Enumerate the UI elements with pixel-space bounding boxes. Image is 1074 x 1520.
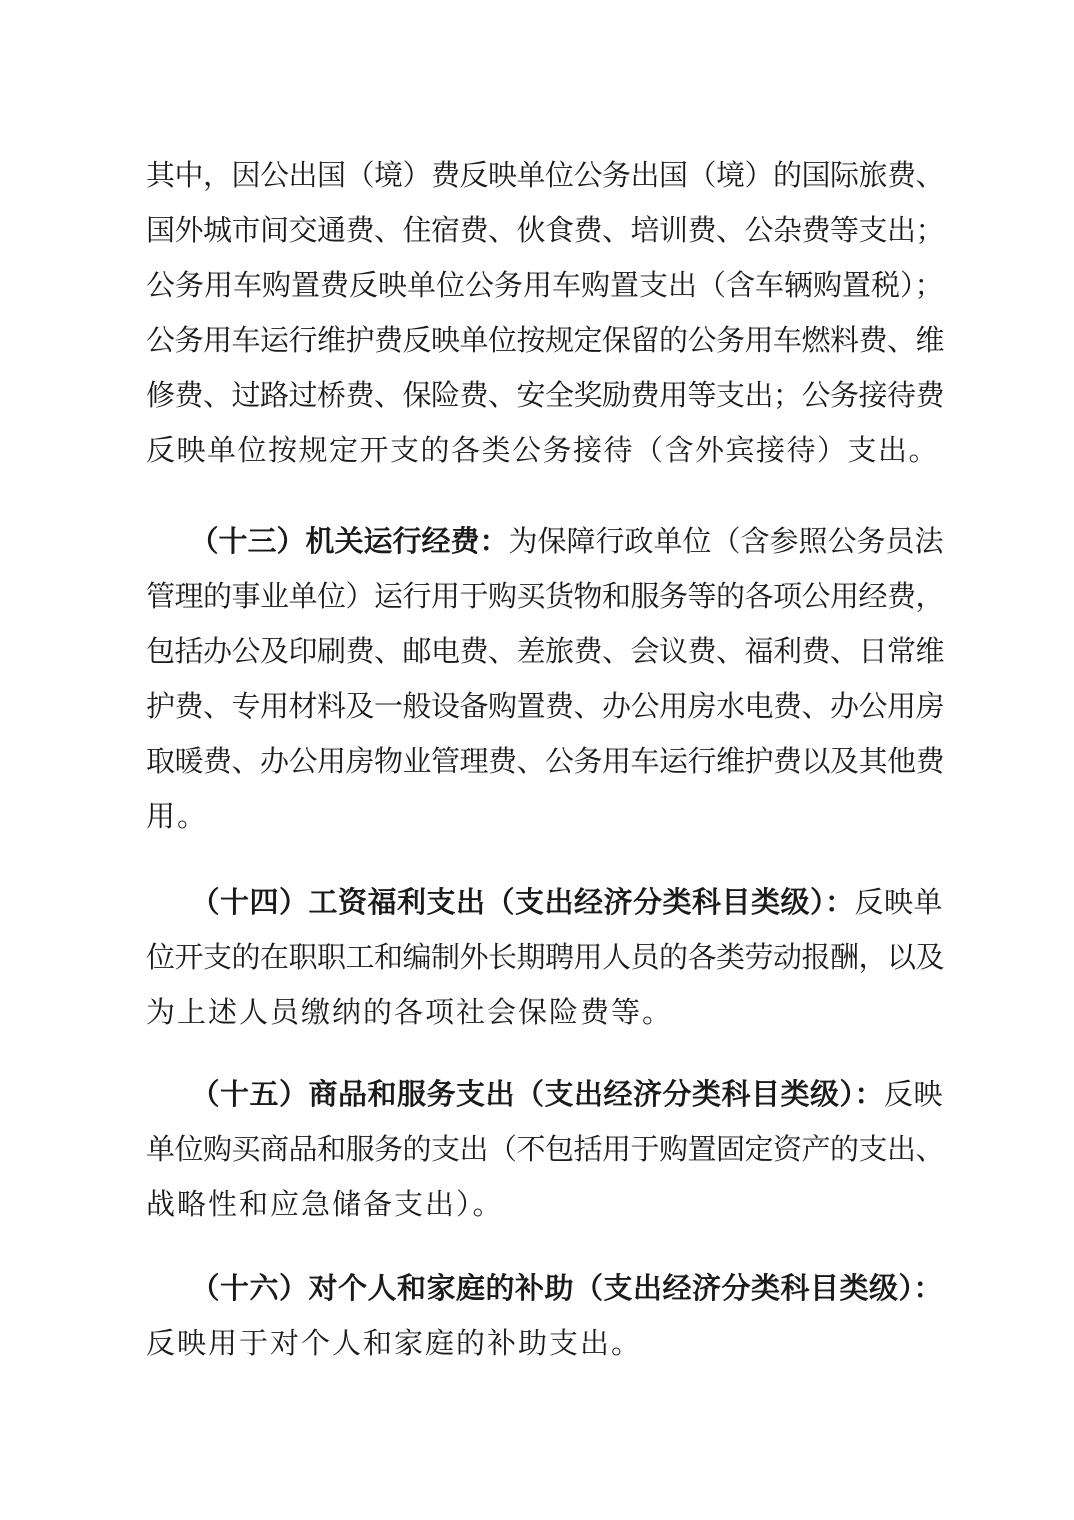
- paragraph-item-13: [146, 514, 946, 844]
- text-line: 修费、过路过桥费、保险费、安全奖励费用等支出；公务接待费: [146, 378, 945, 412]
- text-line: 用。: [146, 799, 209, 833]
- text-line: 反映单位按规定开支的各类公务接待（含外宾接待）支出。: [146, 433, 940, 467]
- text-line: 单位购买商品和服务的支出（不包括用于购置固定资产的支出、: [146, 1132, 945, 1166]
- paragraph-item-16: [146, 1261, 946, 1371]
- text-line: [146, 1261, 946, 1316]
- text-line: 国外城市间交通费、住宿费、伙食费、培训费、公杂费等支出；: [146, 213, 945, 247]
- text-line: [146, 514, 946, 569]
- paragraph-item-15: [146, 1067, 946, 1232]
- text-line: [146, 1067, 946, 1122]
- text-line: 位开支的在职职工和编制外长期聘用人员的各类劳动报酬，以及: [146, 940, 945, 974]
- text-line: 其中，因公出国（境）费反映单位公务出国（境）的国际旅费、: [146, 158, 945, 192]
- text-run: 为保障行政单位（含参照公务员法: [508, 524, 944, 558]
- section-heading: （十五）商品和服务支出（支出经济分类科目类级）：: [205, 1077, 885, 1111]
- section-heading: （十六）对个人和家庭的补助（支出经济分类科目类级）：: [205, 1271, 944, 1305]
- text-line: 公务用车购置费反映单位公务用车购置支出（含车辆购置税）；: [146, 268, 944, 302]
- paragraph-public-expenses-detail: [146, 148, 946, 478]
- text-run: 反映: [884, 1077, 944, 1111]
- text-line: 战略性和应急储备支出）。: [146, 1187, 504, 1221]
- text-line: [146, 875, 946, 930]
- text-line: 反映用于对个人和家庭的补助支出。: [146, 1326, 643, 1360]
- text-line: 取暖费、办公用房物业管理费、公务用车运行维护费以及其他费: [146, 744, 945, 778]
- text-line: 公务用车运行维护费反映单位按规定保留的公务用车燃料费、维: [146, 323, 945, 357]
- text-line: 包括办公及印刷费、邮电费、差旅费、会议费、福利费、日常维: [146, 634, 945, 668]
- text-line: 护费、专用材料及一般设备购置费、办公用房水电费、办公用房: [146, 689, 945, 723]
- text-run: 反映单: [854, 885, 944, 919]
- paragraph-item-14: [146, 875, 946, 1040]
- text-line: 为上述人员缴纳的各项社会保险费等。: [146, 995, 674, 1029]
- text-line: 管理的事业单位）运行用于购买货物和服务等的各项公用经费，: [146, 579, 945, 613]
- section-heading: （十四）工资福利支出（支出经济分类科目类级）：: [205, 885, 855, 919]
- section-heading: （十三）机关运行经费：: [204, 524, 509, 558]
